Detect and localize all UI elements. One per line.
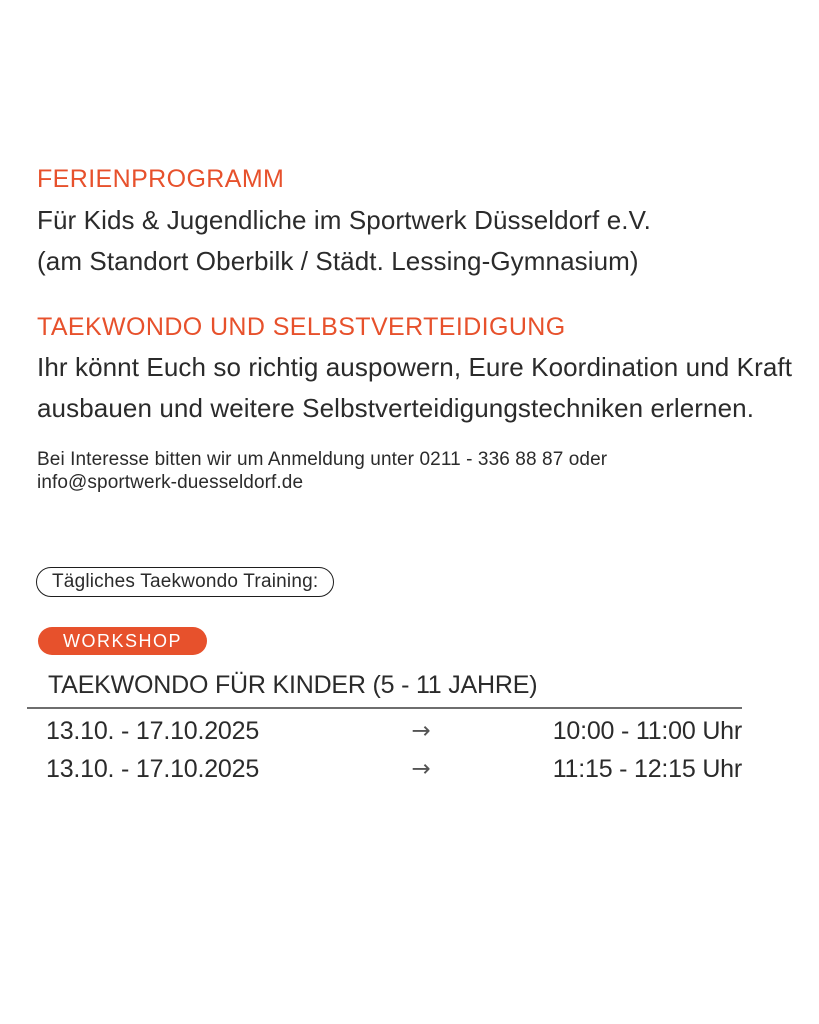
schedule-section xyxy=(27,671,742,788)
workshop-badge xyxy=(38,627,207,655)
arrow-right-icon: → xyxy=(411,718,431,744)
schedule-row xyxy=(27,712,742,750)
schedule-dates: 13.10. - 17.10.2025 xyxy=(46,716,260,745)
activity-description: Ihr könnt Euch so richtig auspowern, Eure Koordination und Kraft ausbauen und weitere Selbstverteidigungstechniken erlernen. xyxy=(37,352,793,423)
program-subtitle: Für Kids & Jugendliche im Sportwerk Düsseldorf e.V. (am Standort Oberbilk / Städt. Lessing-Gymnasium) xyxy=(37,205,651,276)
program-title: FERIENPROGRAMM xyxy=(37,165,285,193)
schedule-dates: 13.10. - 17.10.2025 xyxy=(46,754,260,783)
training-badge xyxy=(36,567,334,597)
activity-title: TAEKWONDO UND SELBSTVERTEIDIGUNG xyxy=(37,313,566,341)
contact-note: Bei Interesse bitten wir um Anmeldung unter 0211 - 336 88 87 oder info@sportwerk-duesseldorf.de xyxy=(37,449,608,493)
workshop-badge-label: WORKSHOP xyxy=(63,630,183,651)
training-badge-label: Tägliches Taekwondo Training: xyxy=(52,571,319,592)
schedule-time: 11:15 - 12:15 Uhr xyxy=(552,754,742,783)
schedule-divider xyxy=(27,707,742,709)
schedule-time: 10:00 - 11:00 Uhr xyxy=(552,716,742,745)
schedule-title: TAEKWONDO FÜR KINDER (5 - 11 JAHRE) xyxy=(48,671,538,699)
schedule-row xyxy=(27,750,742,788)
schedule-rows xyxy=(27,712,742,788)
arrow-right-icon: → xyxy=(411,756,431,782)
